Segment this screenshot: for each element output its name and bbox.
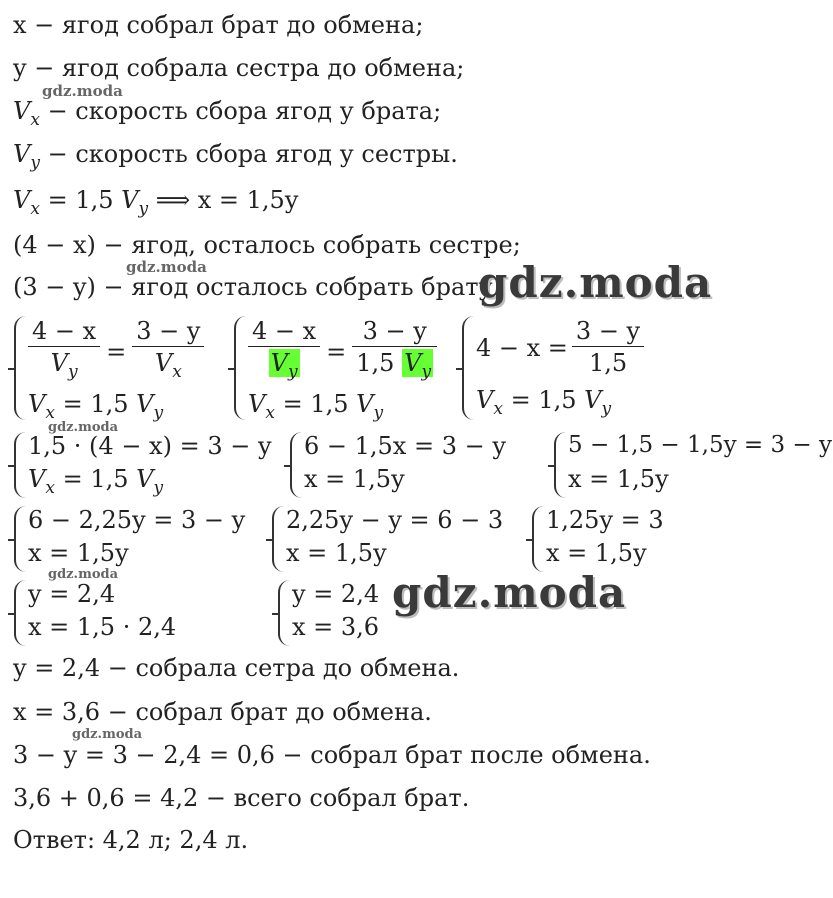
brace <box>278 580 290 646</box>
system-6-row-1: 5 − 1,5 − 1,5y = 3 − y <box>568 432 832 458</box>
highlighted-vy: $V_y$ <box>404 349 432 382</box>
symbol-sub: x <box>30 199 40 219</box>
system-6 <box>554 432 832 498</box>
denominator: $V_x$ <box>154 349 182 382</box>
remaining-brother: (3 − y) − ягод осталось собрать брату. <box>13 273 501 301</box>
system-1 <box>14 316 214 423</box>
system-5-row-2: x = 1,5y <box>304 465 405 493</box>
result-brother: x = 3,6 − собрал брат до обмена. <box>13 698 432 726</box>
definition-x: x − ягод собрал брат до обмена; <box>13 11 424 39</box>
symbol-sub: y <box>30 153 40 173</box>
definition-vx <box>13 96 441 135</box>
result-sister: y = 2,4 − собрала сетра до обмена. <box>13 654 460 682</box>
symbol-sub: y <box>138 199 149 219</box>
system-7-row-2: x = 1,5y <box>28 539 129 567</box>
equals-sign: = <box>326 338 347 366</box>
watermark-big: gdz.moda <box>478 258 713 307</box>
definition-y: y − ягод собрала сестра до обмена; <box>13 54 465 82</box>
speed-implication: ⟹ x = 1,5y <box>155 186 299 214</box>
system-6-row-2: x = 1,5y <box>568 465 669 493</box>
remaining-sister: (4 − x) − ягод, осталось собрать сестре; <box>13 231 521 259</box>
watermark-small: gdz.moda <box>126 258 207 276</box>
symbol-v: V <box>13 140 31 168</box>
system-1-row-2: $V_x = 1,5$ $V_y$ <box>28 390 164 423</box>
brace <box>14 316 26 420</box>
highlighted-vy: $V_y$ <box>270 349 298 382</box>
system-7 <box>14 506 254 572</box>
watermark-small: gdz.moda <box>48 420 119 435</box>
fraction <box>248 316 320 388</box>
definition-vy <box>13 139 458 178</box>
fraction <box>132 316 204 388</box>
brace <box>234 316 246 420</box>
system-1-row-1 <box>28 316 204 388</box>
brace <box>554 432 566 498</box>
watermark-small: gdz.moda <box>42 82 123 100</box>
symbol-sub: x <box>30 110 40 130</box>
watermark-small: gdz.moda <box>48 567 119 582</box>
system-2-row-2: $V_x = 1,5$ $V_y$ <box>248 390 384 423</box>
system-4-row-2: $V_x = 1,5$ $V_y$ <box>28 465 164 498</box>
denominator: 1,5 <box>588 349 628 377</box>
numerator: 4 − x <box>28 316 100 347</box>
system-9-row-2: x = 1,5y <box>546 539 647 567</box>
brace <box>14 506 26 572</box>
system-11 <box>278 580 398 646</box>
system-8-row-1: 2,25y − y = 6 − 3 <box>286 506 504 534</box>
system-3-row-2: $V_x = 1,5$ $V_y$ <box>476 386 612 419</box>
brace <box>290 432 302 498</box>
system-3 <box>462 316 662 420</box>
speed-relation <box>13 185 298 224</box>
system-2 <box>234 316 444 423</box>
system-9 <box>532 506 692 572</box>
system-5-row-1: 6 − 1,5x = 3 − y <box>304 432 506 460</box>
denominator: $V_y$ <box>50 349 78 382</box>
system-9-row-1: 1,25y = 3 <box>546 506 664 534</box>
result-total: 3,6 + 0,6 = 4,2 − всего собрал брат. <box>13 784 470 812</box>
numerator: 3 − y <box>572 316 644 347</box>
system-8 <box>272 506 512 572</box>
system-10-row-2: x = 1,5 · 2,4 <box>28 613 177 641</box>
system-11-row-2: x = 3,6 <box>292 613 380 641</box>
brace <box>532 506 544 572</box>
brace <box>462 316 474 420</box>
symbol-v: V <box>13 97 31 125</box>
symbol-v: V <box>121 186 139 214</box>
denominator: 1,5 $V_y$ <box>356 349 432 382</box>
answer: Ответ: 4,2 л; 2,4 л. <box>13 826 249 854</box>
system-10-row-1: y = 2,4 <box>28 580 116 608</box>
watermark-big: gdz.moda <box>392 568 627 617</box>
denominator <box>248 347 320 388</box>
system-8-row-2: x = 1,5y <box>286 539 387 567</box>
system-10 <box>14 580 204 646</box>
numerator: 3 − y <box>132 316 204 347</box>
numerator: 3 − y <box>352 316 437 347</box>
system-7-row-1: 6 − 2,25y = 3 − y <box>28 506 246 534</box>
system-4-row-1: 1,5 · (4 − x) = 3 − y <box>28 432 272 460</box>
system-3-row-1 <box>476 316 644 379</box>
brace <box>14 580 26 646</box>
numerator: 4 − x <box>248 316 320 347</box>
result-after-exchange: 3 − y = 3 − 2,4 = 0,6 − собрал брат после обмена. <box>13 741 651 769</box>
definition-vx-text: − скорость сбора ягод у брата; <box>39 97 442 125</box>
system-2-row-1 <box>248 316 437 388</box>
equals-sign: = <box>106 338 127 366</box>
system-3-left: 4 − x = <box>476 333 568 362</box>
symbol-v: V <box>13 186 31 214</box>
speed-equals: = 1,5 <box>47 186 114 214</box>
system-5 <box>290 432 520 498</box>
fraction <box>352 316 437 388</box>
system-4 <box>14 432 284 498</box>
watermark-small: gdz.moda <box>72 727 143 742</box>
fraction <box>28 316 100 388</box>
system-11-row-1: y = 2,4 <box>292 580 380 608</box>
definition-vy-text: − скорость сбора ягод у сестры. <box>39 140 458 168</box>
brace <box>14 432 26 498</box>
fraction <box>572 316 644 379</box>
brace <box>272 506 284 572</box>
